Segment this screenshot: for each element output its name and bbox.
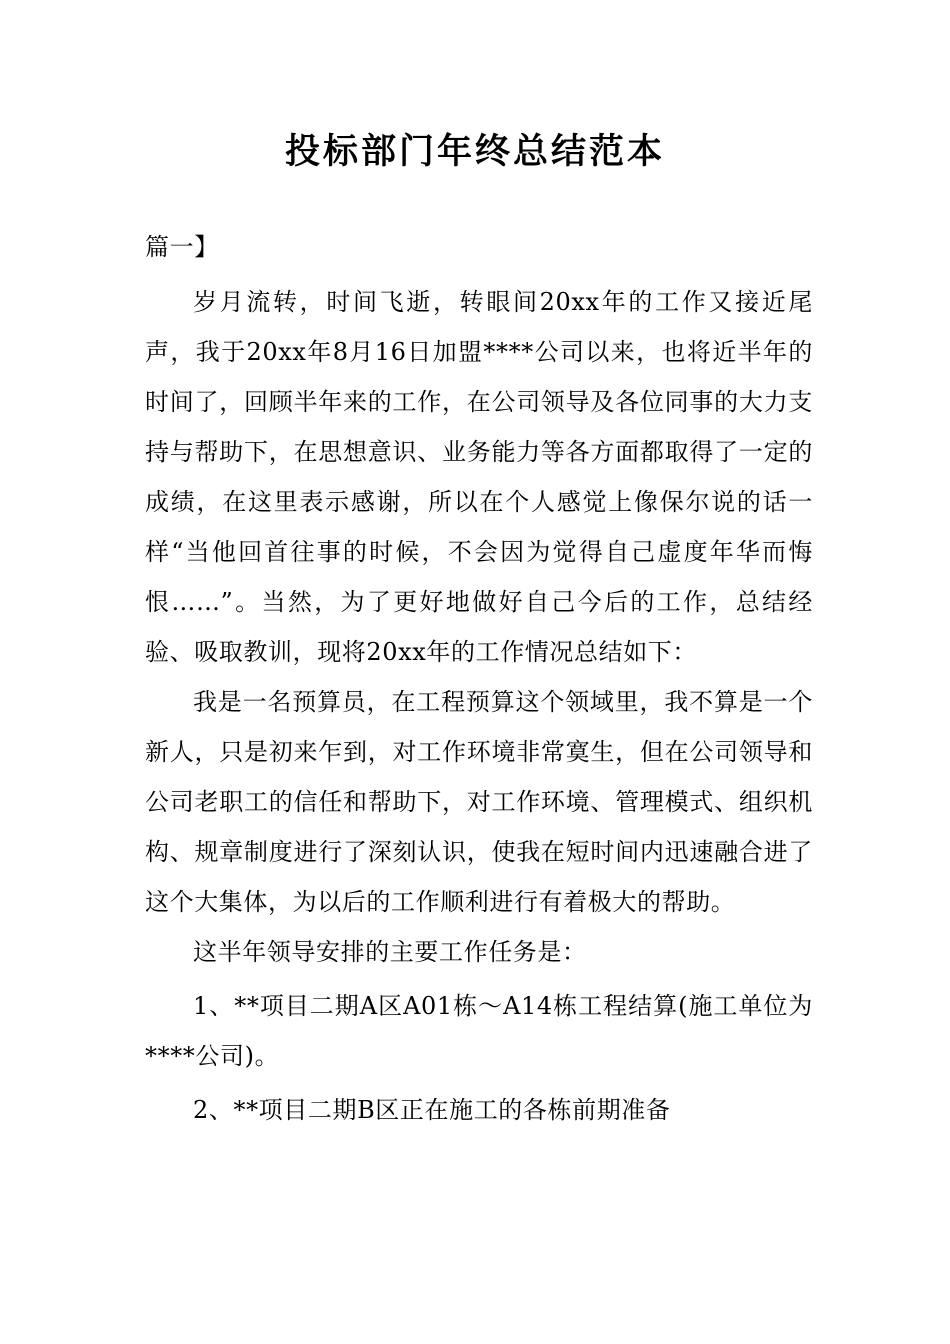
section-label: 篇一】: [145, 233, 219, 261]
paragraph-tasks-heading: 这半年领导安排的主要工作任务是：: [193, 938, 587, 966]
task-item-2: 2、**项目二期B区正在施工的各栋前期准备: [193, 1096, 671, 1124]
paragraph-role: 我是一名预算员，在工程预算这个领域里，我不算是一个新人，只是初来乍到，对工作环境非常寞生，但在公司领导和公司老职工的信任和帮助下，对工作环境、管理模式、组织机构、规章制度进行了深刻认识，使我在短时间内迅速融合进了这个大集体，为以后的工作顺利进行有着极大的帮助。: [145, 688, 813, 916]
document-body: [145, 222, 813, 1135]
paragraph-intro: 岁月流转，时间飞逝，转眼间20xx年的工作又接近尾声，我于20xx年8月16日加盟****公司以来，也将近半年的时间了，回顾半年来的工作，在公司领导及各位同事的大力支持与帮助下，在思想意识、业务能力等各方面都取得了一定的成绩，在这里表示感谢，所以在个人感觉上像保尔说的话一样“当他回首往事的时候，不会因为觉得自己虚度年华而悔恨……”。当然，为了更好地做好自己今后的工作，总结经验、吸取教训，现将20xx年的工作情况总结如下：: [145, 288, 813, 666]
document-title: 投标部门年终总结范本: [284, 132, 665, 172]
task-item-1: 1、**项目二期A区A01栋～A14栋工程结算(施工单位为****公司)。: [145, 992, 813, 1070]
